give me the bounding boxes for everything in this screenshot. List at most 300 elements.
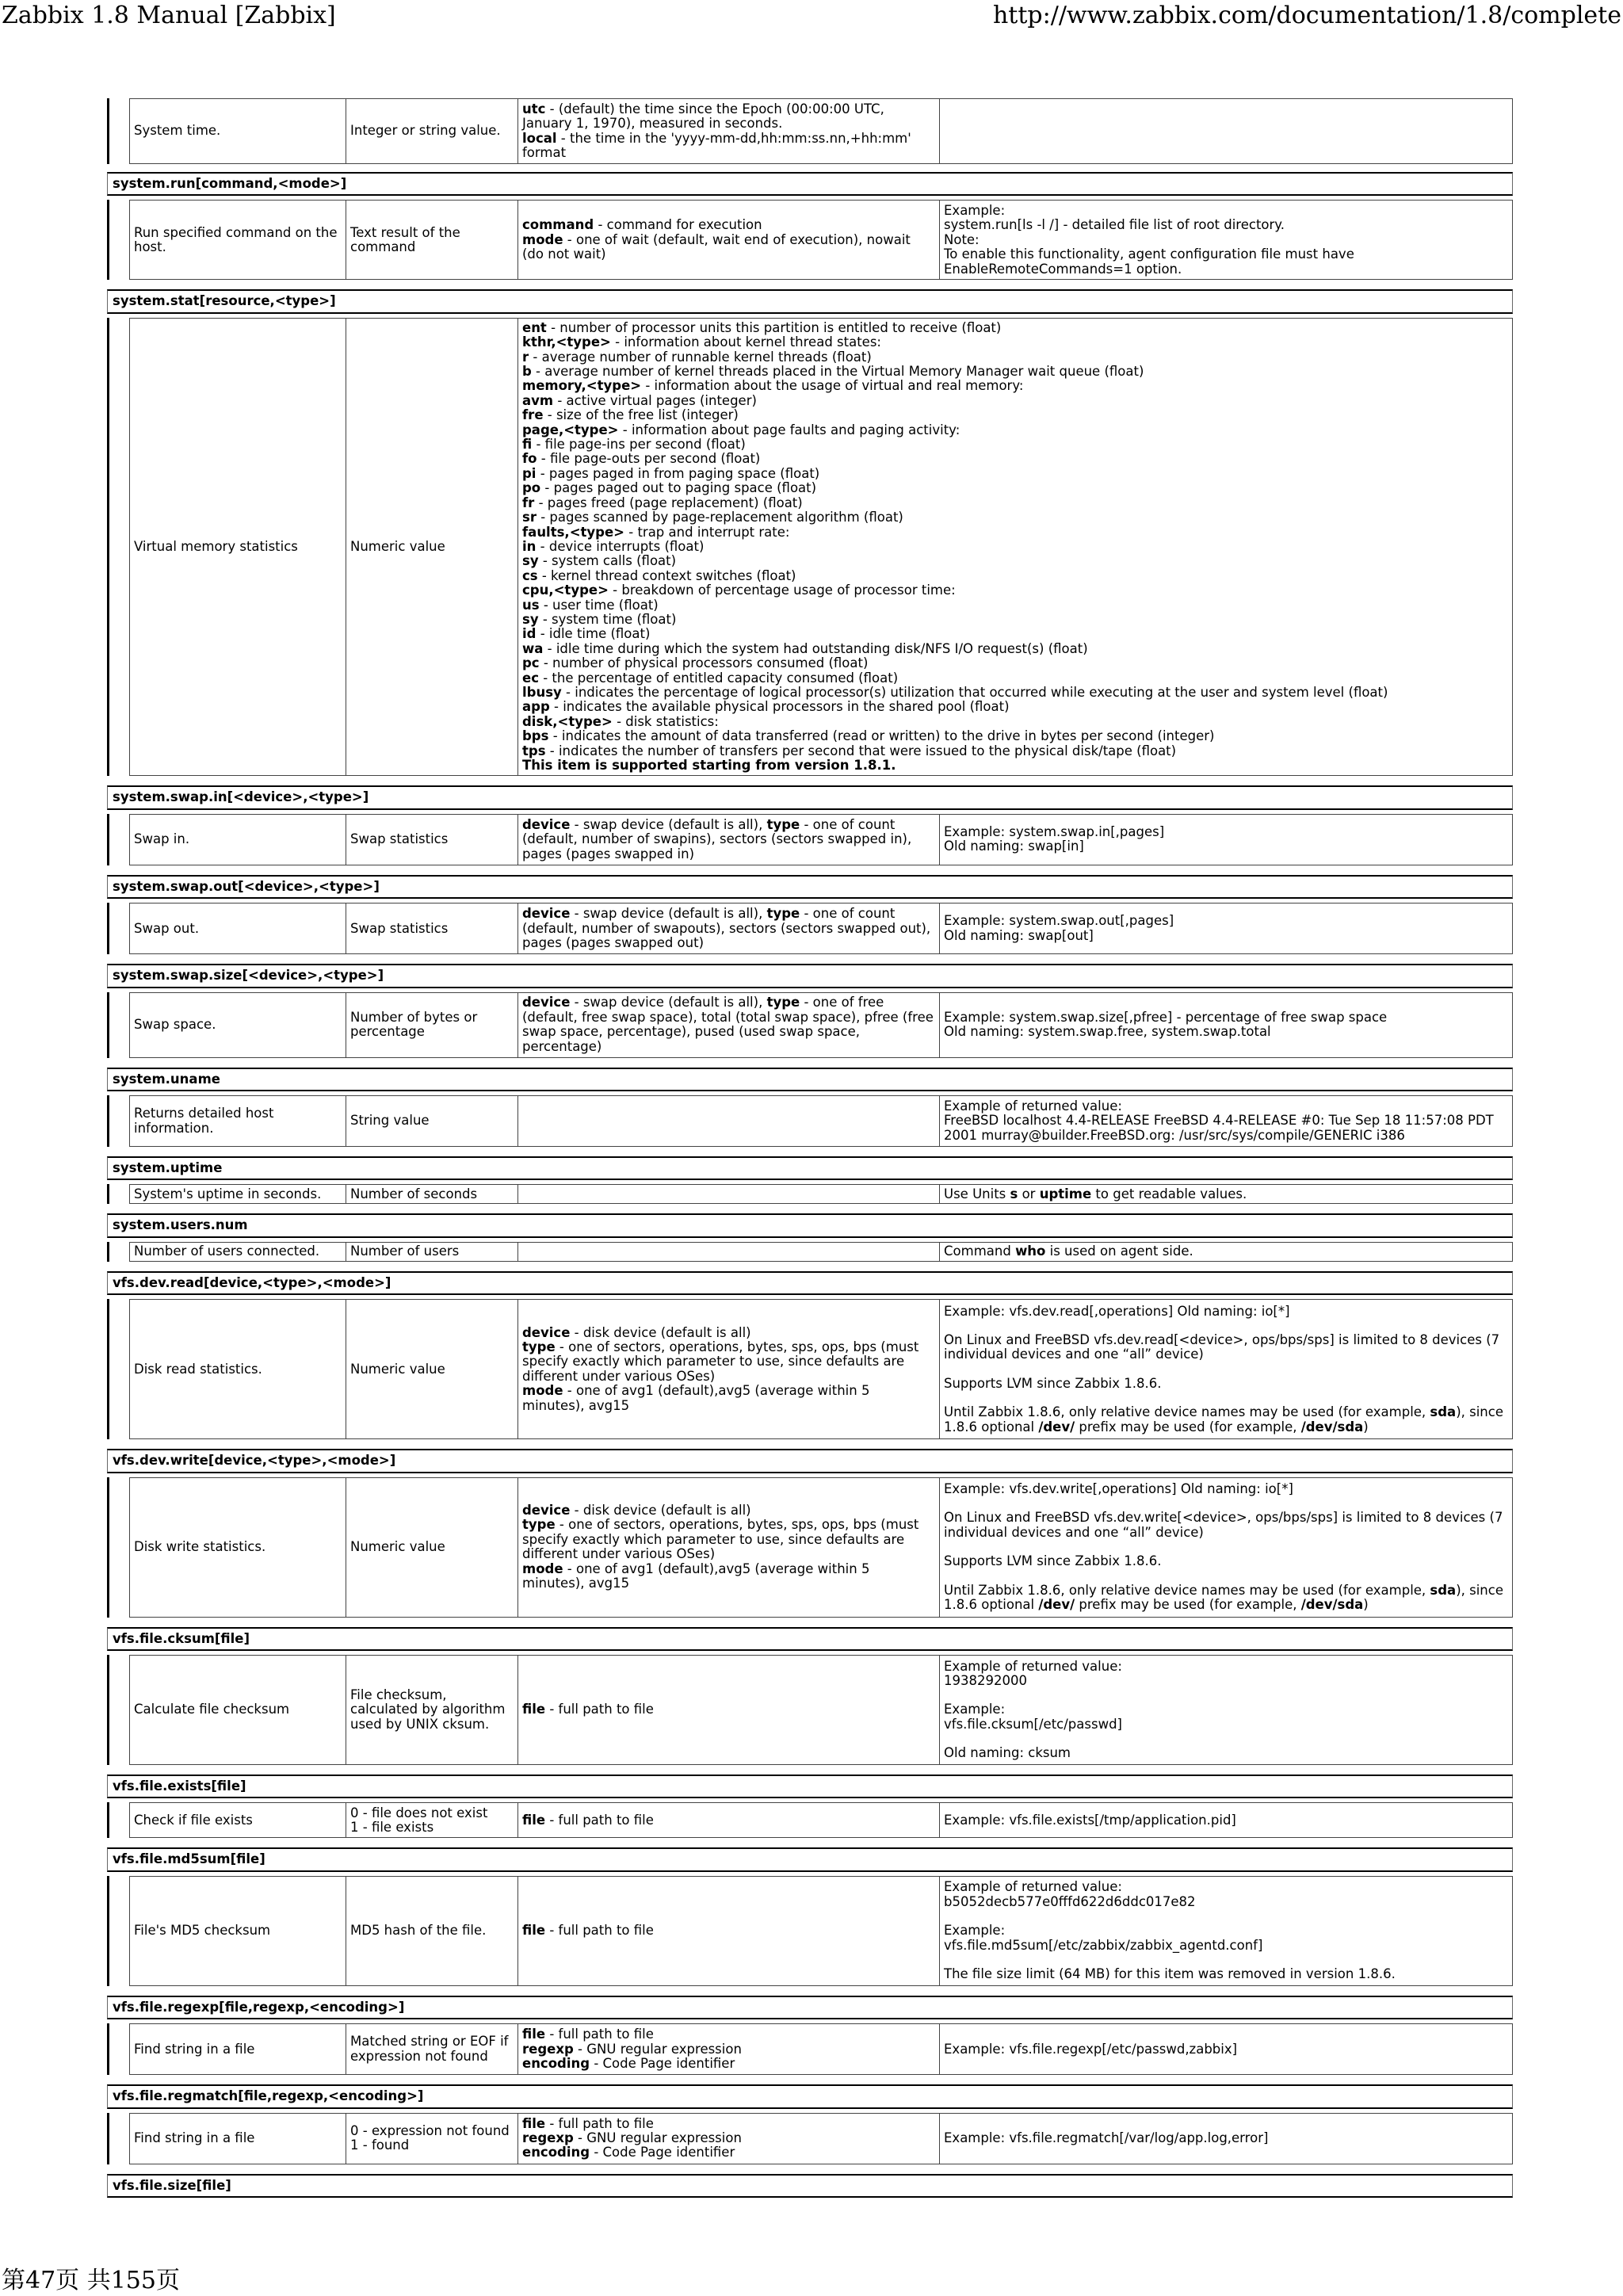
item-description: Disk read statistics. [130, 1300, 346, 1439]
param-key: bps [522, 728, 549, 744]
stat-param-line [522, 540, 1508, 554]
item-vfs-file-regmatch [107, 2113, 1513, 2164]
comment-line: Note: [944, 231, 980, 247]
item-vfs-dev-read [107, 1299, 1513, 1439]
param-text: - average number of runnable kernel threads (float) [529, 349, 872, 365]
comment-bold: /dev/sda [1300, 1596, 1364, 1612]
param-key: in [522, 538, 537, 554]
item-description: Swap in. [130, 814, 346, 865]
param-key: type [766, 906, 800, 922]
param-text: - (default) the time since the Epoch (00:00:00 UTC, January 1, 1970), measured in seconds. [522, 101, 884, 132]
item-key-heading: vfs.dev.write[device,<type>,<mode>] [107, 1449, 1513, 1473]
stat-param-line [522, 715, 1508, 729]
item-return-value: Number of seconds [346, 1185, 518, 1204]
comment-line: 1938292000 [944, 1672, 1027, 1688]
comment-line [944, 1584, 1508, 1613]
param-key: command [522, 217, 594, 233]
item-parameters [518, 201, 940, 280]
comment-bold: sda [1430, 1404, 1457, 1420]
comment-line [944, 1405, 1508, 1435]
param-text: - one of count (default, number of swapins), sectors (sectors swapped in), pages (pages swapped in) [522, 816, 912, 861]
item-description: Swap out. [130, 904, 346, 954]
stat-param-line [522, 437, 1508, 452]
supported-note: This item is supported starting from version 1.8.1. [522, 758, 896, 773]
item-key-heading: vfs.file.regexp[file,regexp,<encoding>] [107, 1996, 1513, 2019]
param-key: file [522, 2027, 546, 2042]
param-text: - user time (float) [539, 597, 659, 613]
comment-text: Use Units [944, 1186, 1010, 1201]
stat-param-line [522, 700, 1508, 714]
item-system-time [107, 98, 1513, 164]
item-key-heading: system.stat[resource,<type>] [107, 289, 1513, 313]
param-text: - disk device (default is all) [570, 1324, 751, 1340]
stat-param-line [522, 554, 1508, 568]
print-header-url: http://www.zabbix.com/documentation/1.8/complete [992, 2, 1621, 29]
param-key: po [522, 480, 541, 496]
param-text: - kernel thread context switches (float) [537, 567, 796, 583]
param-text: - one of sectors, operations, bytes, sps, ops, bps (must specify exactly which parameter to use, since defaults are different under various OSes) [522, 1339, 919, 1384]
param-text: - indicates the amount of data transferred (read or written) to the drive in bytes per second (integer) [548, 728, 1215, 744]
item-return-value: Swap statistics [346, 904, 518, 954]
comment-line: vfs.file.md5sum[/etc/zabbix/zabbix_agentd.conf] [944, 1937, 1263, 1953]
item-table [129, 2113, 1513, 2164]
item-return-value: Numeric value [346, 1300, 518, 1439]
comment-text: ), since 1.8.6 optional [944, 1404, 1503, 1435]
param-key: file [522, 1812, 546, 1828]
item-return-value [346, 1803, 518, 1838]
param-text: - full path to file [545, 1702, 654, 1717]
stat-param-line [522, 321, 1508, 335]
item-return-value: String value [346, 1096, 518, 1147]
param-key: fre [522, 407, 544, 423]
item-table [129, 200, 1513, 280]
item-key-heading: vfs.file.size[file] [107, 2174, 1513, 2198]
param-key: us [522, 597, 540, 613]
item-parameters [518, 1242, 940, 1261]
item-key-heading: system.swap.size[<device>,<type>] [107, 964, 1513, 988]
param-text: - number of processor units this partition is entitled to receive (float) [546, 319, 1002, 335]
item-description: Calculate file checksum [130, 1656, 346, 1765]
item-description: Returns detailed host information. [130, 1096, 346, 1147]
param-key: ec [522, 670, 539, 686]
item-comments [940, 814, 1513, 865]
param-text: - trap and interrupt rate: [624, 524, 790, 540]
param-key: mode [522, 1561, 563, 1576]
stat-param-line [522, 467, 1508, 481]
item-system-users-num [107, 1242, 1513, 1262]
param-key: cs [522, 567, 538, 583]
param-key: regexp [522, 2041, 574, 2057]
comment-bold: s [1010, 1186, 1018, 1201]
comment-line: Example of returned value: [944, 1098, 1122, 1114]
comment-line: Example: [944, 1702, 1006, 1717]
param-text: - one of avg1 (default),avg5 (average within 5 minutes), avg15 [522, 1383, 870, 1413]
item-return-value [346, 2113, 518, 2164]
item-table [129, 2023, 1513, 2075]
param-text: - indicates the available physical processors in the shared pool (float) [549, 699, 1010, 715]
param-text: - file page-outs per second (float) [537, 451, 761, 467]
return-value-line: 0 - expression not found [350, 2122, 510, 2138]
param-key: ent [522, 319, 547, 335]
param-text: - average number of kernel threads placed in the Virtual Memory Manager wait queue (float) [531, 364, 1144, 380]
comment-text: prefix may be used (for example, [1075, 1596, 1301, 1612]
comment-bold: uptime [1039, 1186, 1092, 1201]
item-description: Disk write statistics. [130, 1477, 346, 1617]
param-text: - one of avg1 (default),avg5 (average within 5 minutes), avg15 [522, 1561, 870, 1591]
param-key: cpu,<type> [522, 583, 609, 598]
item-key-heading: system.swap.out[<device>,<type>] [107, 875, 1513, 899]
item-return-value: Numeric value [346, 1477, 518, 1617]
param-key: pc [522, 655, 540, 671]
param-text: - disk device (default is all) [570, 1502, 751, 1518]
stat-param-line [522, 379, 1508, 393]
comment-line: vfs.file.cksum[/etc/passwd] [944, 1716, 1122, 1732]
item-key-heading: system.uname [107, 1068, 1513, 1091]
param-key: b [522, 364, 532, 380]
param-key: sy [522, 611, 539, 627]
param-key: type [522, 1339, 556, 1354]
item-description: Check if file exists [130, 1803, 346, 1838]
item-key-heading: system.swap.in[<device>,<type>] [107, 785, 1513, 809]
item-return-value: File checksum, calculated by algorithm used by UNIX cksum. [346, 1656, 518, 1765]
item-parameters [518, 904, 940, 954]
item-system-swap-out [107, 903, 1513, 954]
param-text: - one of wait (default, wait end of execution), nowait (do not wait) [522, 231, 911, 262]
item-table [129, 1477, 1513, 1618]
param-text: - one of sectors, operations, bytes, sps, ops, bps (must specify exactly which parameter to use, since defaults are different under various OSes) [522, 1517, 919, 1562]
stat-param-line [522, 671, 1508, 686]
item-comments [940, 99, 1513, 164]
item-parameters [518, 2024, 940, 2075]
item-comments [940, 1477, 1513, 1617]
item-description: Number of users connected. [130, 1242, 346, 1261]
comment-line: Example: system.swap.in[,pages] [944, 823, 1165, 839]
item-vfs-file-cksum [107, 1655, 1513, 1765]
item-key-heading: vfs.file.exists[file] [107, 1775, 1513, 1798]
item-return-value: Text result of the command [346, 201, 518, 280]
item-comments [940, 201, 1513, 280]
comment-line: Example: [944, 1923, 1006, 1939]
item-comments [940, 992, 1513, 1057]
param-text: - pages freed (page replacement) (float) [534, 495, 803, 510]
item-key-heading: system.uptime [107, 1156, 1513, 1180]
comment-line: Example: [944, 202, 1006, 218]
param-text: - system calls (float) [538, 553, 677, 569]
comment-line: b5052decb577e0fffd622d6ddc017e82 [944, 1893, 1196, 1909]
param-text: - one of count (default, number of swapouts), sectors (sectors swapped out), pages (pages swapped out) [522, 906, 931, 950]
param-key: wa [522, 640, 544, 656]
comment-line: system.run[ls -l /] - detailed file list of root directory. [944, 217, 1285, 233]
print-header-title: Zabbix 1.8 Manual [Zabbix] [2, 2, 336, 29]
item-description: Run specified command on the host. [130, 201, 346, 280]
comment-bold: /dev/ [1038, 1596, 1075, 1612]
param-key: file [522, 1923, 546, 1939]
param-key: page,<type> [522, 422, 619, 437]
item-system-swap-size [107, 992, 1513, 1058]
item-key-heading: system.run[command,<mode>] [107, 172, 1513, 196]
param-key: encoding [522, 2145, 590, 2160]
param-key: fo [522, 451, 537, 467]
print-header [0, 0, 1623, 32]
stat-param-line [522, 365, 1508, 379]
param-key: device [522, 1324, 571, 1340]
param-text: - indicates the number of transfers per second that were issued to the physical disk/tape (float) [545, 743, 1177, 758]
comment-line: The file size limit (64 MB) for this item was removed in version 1.8.6. [944, 1966, 1396, 1981]
stat-param-line [522, 598, 1508, 613]
item-return-value: Numeric value [346, 318, 518, 776]
item-table [129, 1655, 1513, 1765]
item-key-heading: vfs.dev.read[device,<type>,<mode>] [107, 1271, 1513, 1295]
item-system-run [107, 200, 1513, 280]
param-text: - Code Page identifier [590, 2055, 735, 2071]
item-comments [940, 1656, 1513, 1765]
item-parameters [518, 1300, 940, 1439]
comment-line: Example: system.swap.size[,pfree] - percentage of free swap space [944, 1009, 1388, 1025]
param-key: lbusy [522, 684, 562, 700]
item-return-value: Matched string or EOF if expression not found [346, 2024, 518, 2075]
comment-text: ) [1363, 1596, 1369, 1612]
item-vfs-dev-write [107, 1477, 1513, 1618]
item-comments: Example: vfs.file.regexp[/etc/passwd,zabbix] [940, 2024, 1513, 2075]
param-key: tps [522, 743, 546, 758]
param-key: file [522, 1702, 546, 1717]
stat-param-line [522, 481, 1508, 495]
item-comments [940, 1242, 1513, 1261]
comment-line: On Linux and FreeBSD vfs.dev.read[<device>, ops/bps/sps] is limited to 8 devices (7 individual devices and one “all” device) [944, 1331, 1500, 1362]
item-parameters [518, 1185, 940, 1204]
stat-param-line [522, 350, 1508, 365]
param-text: - breakdown of percentage usage of processor time: [608, 583, 956, 598]
param-key: app [522, 699, 550, 715]
item-parameters [518, 1876, 940, 1985]
item-parameters [518, 1656, 940, 1765]
comment-line: Supports LVM since Zabbix 1.8.6. [944, 1553, 1162, 1569]
item-table [129, 992, 1513, 1058]
item-description: Find string in a file [130, 2113, 346, 2164]
stat-param-line [522, 335, 1508, 350]
param-text: - swap device (default is all), [570, 995, 767, 1010]
stat-param-line [522, 423, 1508, 437]
param-text: - full path to file [545, 1812, 654, 1828]
stat-param-line [522, 510, 1508, 525]
stat-param-line [522, 613, 1508, 627]
comment-text: or [1018, 1186, 1040, 1201]
item-vfs-file-regexp [107, 2023, 1513, 2075]
item-parameters [518, 318, 1513, 776]
param-key: device [522, 906, 571, 922]
param-text: - idle time during which the system had outstanding disk/NFS I/O request(s) (float) [543, 640, 1088, 656]
param-text: - disk statistics: [612, 713, 719, 729]
comment-bold: /dev/ [1038, 1419, 1075, 1435]
param-text: - number of physical processors consumed (float) [539, 655, 869, 671]
param-text: - GNU regular expression [573, 2130, 742, 2145]
comment-line: Old naming: swap[in] [944, 839, 1084, 854]
item-parameters [518, 99, 940, 164]
param-text: - information about kernel thread states: [610, 334, 881, 350]
comment-line: To enable this functionality, agent configuration file must have EnableRemoteCommands=1 option. [944, 246, 1354, 277]
item-parameters [518, 992, 940, 1057]
comment-line: Old naming: swap[out] [944, 927, 1094, 943]
stat-param-line [522, 729, 1508, 743]
item-description: Virtual memory statistics [130, 318, 346, 776]
item-table [129, 1095, 1513, 1147]
param-key: mode [522, 1383, 563, 1399]
item-table [129, 318, 1513, 777]
param-key: device [522, 816, 571, 832]
item-table [129, 1802, 1513, 1838]
param-text: - the percentage of entitled capacity consumed (float) [538, 670, 899, 686]
item-comments [940, 1096, 1513, 1147]
stat-param-line [522, 408, 1508, 422]
comment-text: to get readable values. [1091, 1186, 1247, 1201]
comment-line: Example of returned value: [944, 1879, 1122, 1895]
item-table [129, 1299, 1513, 1439]
item-return-value: Integer or string value. [346, 99, 518, 164]
comment-line: Example of returned value: [944, 1658, 1122, 1674]
param-text: - file page-ins per second (float) [532, 437, 746, 453]
stat-param-line [522, 496, 1508, 510]
param-key: type [522, 1517, 556, 1533]
param-key: pi [522, 465, 537, 481]
item-return-value: MD5 hash of the file. [346, 1876, 518, 1985]
param-key: kthr,<type> [522, 334, 611, 350]
comment-text: ), since 1.8.6 optional [944, 1582, 1503, 1612]
param-key: local [522, 130, 557, 146]
item-system-uptime [107, 1184, 1513, 1204]
item-comments [940, 1185, 1513, 1204]
stat-param-line [522, 583, 1508, 598]
param-key: sr [522, 510, 537, 525]
stat-param-line [522, 627, 1508, 641]
comment-text: Until Zabbix 1.8.6, only relative device names may be used (for example, [944, 1582, 1430, 1598]
param-key: memory,<type> [522, 378, 642, 394]
item-comments [940, 1300, 1513, 1439]
item-parameters [518, 1096, 940, 1147]
item-key-heading: vfs.file.cksum[file] [107, 1627, 1513, 1651]
comment-line: FreeBSD localhost 4.4-RELEASE FreeBSD 4.4-RELEASE #0: Tue Sep 18 11:57:08 PDT 2001 murray@builder.FreeBSD.org: /usr/src/sys/compile/GENERIC i386 [944, 1113, 1494, 1143]
param-text: - swap device (default is all), [570, 816, 767, 832]
param-text: - active virtual pages (integer) [553, 392, 757, 408]
item-description: Find string in a file [130, 2024, 346, 2075]
comment-text: prefix may be used (for example, [1075, 1419, 1301, 1435]
item-vfs-file-md5sum [107, 1876, 1513, 1986]
item-return-value: Number of users [346, 1242, 518, 1261]
param-key: faults,<type> [522, 524, 624, 540]
return-value-line: 1 - file exists [350, 1819, 434, 1835]
comment-text: Command [944, 1244, 1016, 1259]
stat-param-line [522, 642, 1508, 656]
param-key: mode [522, 231, 563, 247]
param-text: - idle time (float) [536, 626, 651, 642]
param-text: - size of the free list (integer) [543, 407, 739, 423]
param-text: - one of free (default, free swap space), total (total swap space), pfree (free swap space, percentage), pused (used swap space, percentage) [522, 995, 934, 1054]
param-key: id [522, 626, 537, 642]
item-parameters [518, 814, 940, 865]
return-value-line: 1 - found [350, 2137, 410, 2153]
param-key: type [766, 995, 800, 1010]
param-key: encoding [522, 2055, 590, 2071]
comment-text: ) [1363, 1419, 1369, 1435]
item-vfs-file-exists [107, 1802, 1513, 1838]
item-parameters [518, 2113, 940, 2164]
param-text: - full path to file [545, 1923, 654, 1939]
param-key: regexp [522, 2130, 574, 2145]
comment-bold: /dev/sda [1300, 1419, 1364, 1435]
comment-bold: sda [1430, 1582, 1457, 1598]
stat-param-line [522, 452, 1508, 466]
item-keys-document [107, 98, 1513, 2198]
comment-bold: who [1015, 1244, 1046, 1259]
param-text: - system time (float) [538, 611, 677, 627]
item-key-heading: system.users.num [107, 1213, 1513, 1237]
param-key: device [522, 1502, 571, 1518]
item-description: Swap space. [130, 992, 346, 1057]
param-text: - pages scanned by page-replacement algorithm (float) [536, 510, 903, 525]
item-table [129, 98, 1513, 164]
param-text: - command for execution [594, 217, 762, 233]
comment-line: Supports LVM since Zabbix 1.8.6. [944, 1375, 1162, 1391]
return-value-line: 0 - file does not exist [350, 1805, 488, 1820]
param-text: - information about the usage of virtual and real memory: [641, 378, 1024, 394]
param-key: r [522, 349, 529, 365]
param-key: fr [522, 495, 535, 510]
param-text: - pages paged in from paging space (float) [536, 465, 820, 481]
comment-line: Old naming: system.swap.free, system.swap.total [944, 1024, 1271, 1040]
stat-param-line [522, 656, 1508, 670]
param-text: - Code Page identifier [590, 2145, 735, 2160]
param-text: - swap device (default is all), [570, 906, 767, 922]
item-table [129, 1184, 1513, 1204]
stat-param-line [522, 744, 1508, 758]
item-comments [940, 1876, 1513, 1985]
stat-param-line [522, 394, 1508, 408]
param-text: - full path to file [545, 2027, 654, 2042]
item-return-value: Number of bytes or percentage [346, 992, 518, 1057]
stat-param-line [522, 686, 1508, 700]
comment-line: Example: vfs.dev.read[,operations] Old naming: io[*] [944, 1303, 1290, 1319]
comment-line: On Linux and FreeBSD vfs.dev.write[<device>, ops/bps/sps] is limited to 8 devices (7 individual devices and one “all” device) [944, 1510, 1503, 1540]
stat-param-line [522, 569, 1508, 583]
param-text: - information about page faults and paging activity: [618, 422, 960, 437]
item-table [129, 903, 1513, 954]
param-key: disk,<type> [522, 713, 613, 729]
comment-line: Example: vfs.dev.write[,operations] Old naming: io[*] [944, 1480, 1293, 1496]
param-key: utc [522, 101, 546, 117]
comment-text: Until Zabbix 1.8.6, only relative device names may be used (for example, [944, 1404, 1430, 1420]
comment-line: Example: system.swap.out[,pages] [944, 913, 1174, 929]
item-description: System's uptime in seconds. [130, 1185, 346, 1204]
param-key: file [522, 2115, 546, 2131]
param-text: - the time in the 'yyyy-mm-dd,hh:mm:ss.nn,+hh:mm' format [522, 130, 911, 160]
item-description: System time. [130, 99, 346, 164]
param-text: - indicates the percentage of logical processor(s) utilization that occurred while executing at the user and system level (float) [561, 684, 1388, 700]
item-comments: Example: vfs.file.regmatch[/var/log/app.log,error] [940, 2113, 1513, 2164]
stat-param-line [522, 525, 1508, 540]
item-table [129, 1242, 1513, 1262]
param-text: - full path to file [545, 2115, 654, 2131]
item-table [129, 1876, 1513, 1986]
item-comments: Example: vfs.file.exists[/tmp/application.pid] [940, 1803, 1513, 1838]
item-table [129, 814, 1513, 865]
item-parameters [518, 1477, 940, 1617]
item-return-value: Swap statistics [346, 814, 518, 865]
param-key: type [766, 816, 800, 832]
param-text: - pages paged out to paging space (float) [540, 480, 817, 496]
item-system-stat [107, 318, 1513, 777]
page-number: 第47页 共155页 [2, 2267, 180, 2294]
comment-text: is used on agent side. [1045, 1244, 1193, 1259]
item-system-swap-in [107, 814, 1513, 865]
